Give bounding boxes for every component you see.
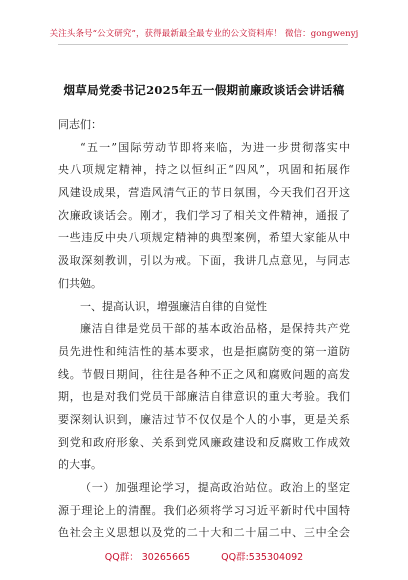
body-line: 要深刻认识到，廉洁过节不仅仅是个人的小事，更是关系 — [58, 412, 350, 426]
body-line: （一）加强理论学习，提高政治站位。政治上的坚定 — [80, 481, 350, 494]
section-heading: 一、提高认识，增强廉洁自律的自觉性 — [80, 299, 267, 313]
footer-qq-group-2: QQ群:535304092 — [221, 552, 304, 563]
header-note: 关注头条号“公文研究”，获得最新最全最专业的公文资料库！ 微信：gongwenyj — [49, 29, 359, 39]
salutation: 同志们： — [58, 118, 102, 131]
body-line: 的大事。 — [58, 458, 102, 472]
body-line: 到党和政府形象、关系到党风廉政建设和反腐败工作成效 — [58, 435, 350, 449]
body-line: 色社会主义思想以及党的二十大和二十届二中、三中全会 — [58, 526, 350, 540]
footer-contacts — [0, 549, 408, 563]
body-line: 廉洁自律是党员干部的基本政治品格，是保持共产党 — [80, 322, 350, 336]
body-line: 线。节假日期间，往往是各种不正之风和腐败问题的高发 — [58, 367, 350, 381]
body-line: 风建设成果，营造风清气正的节日氛围，今天我们召开这 — [58, 186, 350, 200]
document-title: 烟草局党委书记2025年五一假期前廉政谈话会讲话稿 — [63, 83, 345, 97]
body-line: “五一”国际劳动节即将来临，为进一步贯彻落实中 — [80, 140, 350, 154]
body-line: 央八项规定精神，持之以恒纠正“四风”，巩固和拓展作 — [58, 163, 350, 177]
body-line: 们共勉。 — [58, 276, 102, 290]
footer-qq-group-1: QQ群： 30265665 — [104, 552, 191, 563]
body-line: 期，也是对我们党员干部廉洁自律意识的重大考验。我们 — [58, 390, 350, 404]
body-line: 汲取深刻教训，引以为戒。下面，我讲几点意见，与同志 — [58, 254, 350, 268]
body-line: 源于理论上的清醒。我们必须将学习习近平新时代中国特 — [58, 503, 350, 517]
header-divider — [58, 44, 348, 45]
body-line: 次廉政谈话会。刚才，我们学习了相关文件精神，通报了 — [58, 208, 350, 222]
body-line: 一些违反中央八项规定精神的典型案例，希望大家能从中 — [58, 231, 350, 245]
document-body — [58, 114, 350, 545]
body-line: 员先进性和纯洁性的基本要求，也是拒腐防变的第一道防 — [58, 344, 350, 358]
